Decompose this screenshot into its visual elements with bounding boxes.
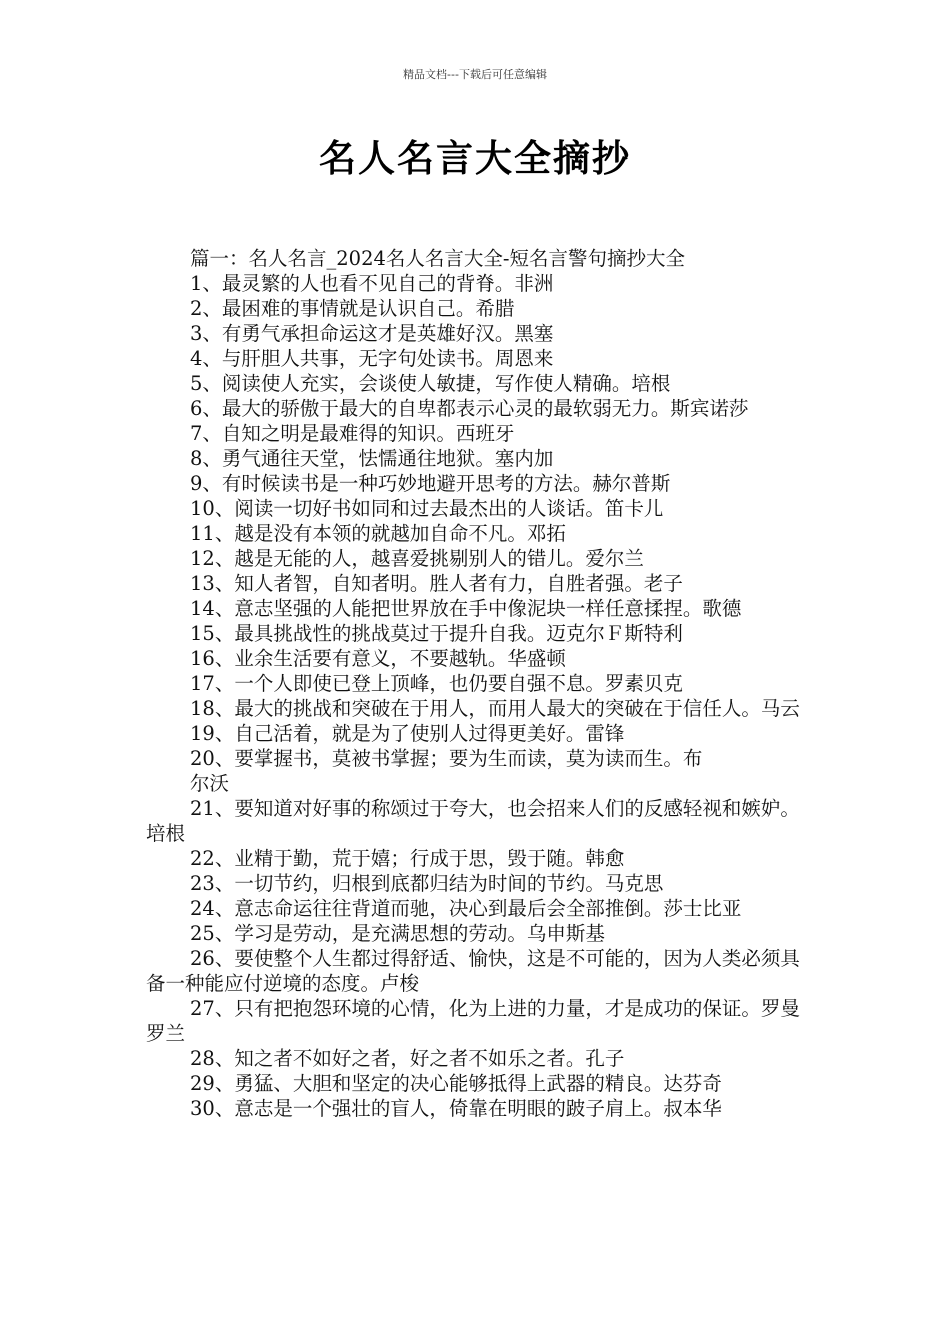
quote-line: 11、越是没有本领的就越加自命不凡。邓拓 xyxy=(190,522,566,545)
quote-line: 30、意志是一个强壮的盲人，倚靠在明眼的跛子肩上。叔本华 xyxy=(190,1097,722,1120)
quote-line: 14、意志坚强的人能把世界放在手中像泥块一样任意揉捏。歌德 xyxy=(190,597,742,620)
quote-line-20-part-2: 尔沃 xyxy=(190,772,230,795)
document-body xyxy=(146,246,808,1121)
quote-line: 15、最具挑战性的挑战莫过于提升自我。迈克尔Ｆ斯特利 xyxy=(190,622,683,645)
quote-line: 28、知之者不如好之者，好之者不如乐之者。孔子 xyxy=(190,1047,625,1070)
quote-line: 26、要使整个人生都过得舒适、愉快，这是不可能的，因为人类必须具备一种能应付逆境的态度。卢梭 xyxy=(146,947,800,995)
quote-line: 18、最大的挑战和突破在于用人，而用人最大的突破在于信任人。马云 xyxy=(190,697,800,720)
quote-line: 5、阅读使人充实，会谈使人敏捷，写作使人精确。培根 xyxy=(190,372,671,395)
header-note: 精品文档---下载后可任意编辑 xyxy=(403,68,547,81)
quote-line: 29、勇猛、大胆和坚定的决心能够抵得上武器的精良。达芬奇 xyxy=(190,1072,722,1095)
quote-line: 21、要知道对好事的称颂过于夸大，也会招来人们的反感轻视和嫉妒。培根 xyxy=(146,797,800,845)
quote-line: 9、有时候读书是一种巧妙地避开思考的方法。赫尔普斯 xyxy=(190,472,671,495)
quote-line: 6、最大的骄傲于最大的自卑都表示心灵的最软弱无力。斯宾诺莎 xyxy=(190,397,749,420)
quote-line: 2、最困难的事情就是认识自己。希腊 xyxy=(190,297,515,320)
quote-line: 10、阅读一切好书如同和过去最杰出的人谈话。笛卡儿 xyxy=(190,497,664,520)
quote-line: 4、与肝胆人共事，无字句处读书。周恩来 xyxy=(190,347,554,370)
quote-line: 25、学习是劳动，是充满思想的劳动。乌申斯基 xyxy=(190,922,605,945)
quote-line: 12、越是无能的人，越喜爱挑剔别人的错儿。爱尔兰 xyxy=(190,547,644,570)
quote-line: 17、一个人即使已登上顶峰，也仍要自强不息。罗素贝克 xyxy=(190,672,683,695)
quote-line: 16、业余生活要有意义，不要越轨。华盛顿 xyxy=(190,647,566,670)
quote-line: 27、只有把抱怨环境的心情，化为上进的力量，才是成功的保证。罗曼罗兰 xyxy=(146,997,800,1045)
quote-line: 24、意志命运往往背道而驰，决心到最后会全部推倒。莎士比亚 xyxy=(190,897,742,920)
quote-line: 13、知人者智，自知者明。胜人者有力，自胜者强。老子 xyxy=(190,572,683,595)
quote-line: 1、最灵繁的人也看不见自己的背脊。非洲 xyxy=(190,272,554,295)
document-title: 名人名言大全摘抄 xyxy=(319,137,631,180)
quote-line: 22、业精于勤，荒于嬉；行成于思，毁于随。韩愈 xyxy=(190,847,625,870)
quote-line-20-part-1: 20、要掌握书，莫被书掌握；要为生而读，莫为读而生。布 xyxy=(190,747,703,770)
quote-line: 8、勇气通往天堂，怯懦通往地狱。塞内加 xyxy=(190,447,554,470)
quote-line: 3、有勇气承担命运这才是英雄好汉。黑塞 xyxy=(190,322,554,345)
quote-line: 19、自己活着，就是为了使别人过得更美好。雷锋 xyxy=(190,722,625,745)
quote-line: 7、自知之明是最难得的知识。西班牙 xyxy=(190,422,515,445)
quote-line: 23、一切节约，归根到底都归结为时间的节约。马克思 xyxy=(190,872,664,895)
section-heading: 篇一：名人名言_2024名人名言大全-短名言警句摘抄大全 xyxy=(190,247,685,270)
